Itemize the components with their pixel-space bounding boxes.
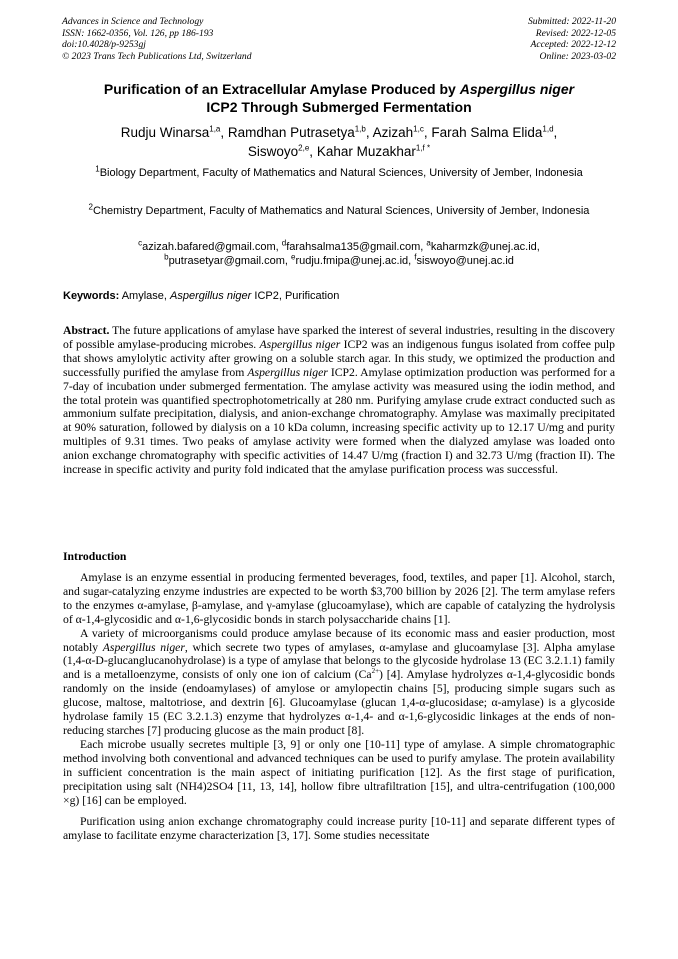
email-a[interactable]: kaharmzk@unej.ac.id	[430, 241, 537, 253]
email-e[interactable]: rudju.fmipa@unej.ac.id	[295, 255, 409, 267]
journal-name: Advances in Science and Technology	[62, 16, 204, 27]
journal-copyright: © 2023 Trans Tech Publications Ltd, Switzerland	[62, 50, 252, 62]
introduction-body	[63, 571, 615, 843]
email-d[interactable]: farahsalma135@gmail.com	[286, 241, 421, 253]
affiliation-1: $^1$Biology Department, Faculty of Mathematics and Natural Sciences, University of Jember, Indonesia	[95, 164, 583, 179]
title-text: Purification of an Extracellular Amylase Produced by	[103, 81, 460, 97]
author: Siswoyo$^{2,e}$,	[247, 143, 317, 159]
dates-header	[528, 16, 616, 62]
paragraph: Purification using anion exchange chromatography could increase purity [10-11] and separate different types of amylase to facilitate enzyme characterization [3, 17]. Some studies necessitate	[63, 815, 615, 843]
author: Ramdhan Putrasetya$^{1,b}$,	[227, 124, 373, 140]
email-f[interactable]: siswoyo@unej.ac.id	[416, 255, 514, 267]
email-c[interactable]: azizah.bafared@gmail.com	[142, 241, 276, 253]
author: Farah Salma Elida$^{1,d}$,	[431, 124, 558, 140]
section-heading-introduction: Introduction	[63, 550, 127, 563]
abstract: Abstract. The future applications of amylase have sparked the interest of several industries, resulting in the discovery of possible amylase-producing microbes. Aspergillus niger ICP2 was an indigenous fungus isolated from coffee pulp that shows amylolytic activity after growing on a soluble starch agar. In this study, we optimized the production and successfully purified the amylase from Aspergillus niger ICP2. Amylase optimization production was performed for a 7-day of incubation under submerged fermentation. The amylase activity was measured using the iodin method, and the total protein was quantified spectrophotometrically at 280 nm. Purifying amylase crude extract conducted such as ammonium sulfate precipitation, dialysis, and anion-exchange chromatography. Amylase was maximally precipitated at 90% saturation, followed by dialysis on a 10 kDa column, increasing specific activity up to 12.17 U/mg and purity multiples of 9.31 times. Two peaks of amylase activity were formed when the dialyzed amylase was loaded onto anion exchange chromatography with specific activities of 14.47 U/mg (fraction I) and 32.73 U/mg (fraction II). The increase in specific activity and purity fold indicated that the amylase purification process was successful.	[63, 324, 616, 477]
journal-issn: ISSN: 1662-0356, Vol. 126, pp 186-193	[62, 27, 214, 39]
author: Rudju Winarsa$^{1,a}$,	[120, 124, 228, 140]
title-species: Aspergillus niger	[459, 81, 575, 97]
journal-header	[62, 16, 252, 62]
paragraph: Each microbe usually secretes multiple [3, 9] or only one [10-11] type of amylase. A simple chromatographic method involving both conventional and advanced techniques can be used to purify amylase. The protein availability in sufficient concentration is the main aspect of initiating purification [12]. As the first stage of purification, precipitation using salt (NH4)2SO4 [11, 13, 14], hollow fibre ultrafiltration [15], and ultra-centrifugation (100,000 ×g) [16] can be employed.	[63, 737, 615, 807]
date-online: Online: 2023-03-02	[539, 50, 616, 62]
journal-doi: doi:10.4028/p-9253gj	[62, 39, 146, 50]
affiliation-2: $^2$Chemistry Department, Faculty of Mathematics and Natural Sciences, University of Jember, Indonesia	[88, 202, 590, 217]
keywords: Keywords: Amylase, Aspergillus niger ICP2, Purification	[63, 290, 340, 302]
paragraph: A variety of microorganisms could produce amylase because of its economic mass and easier production, most notably Aspergillus niger, which secrete two types of amylases, α-amylase and glucoamylase [3]. Alpha amylase (1,4-α-D-glucanglucanohydrolase) is a type of amylase that belongs to the glycoside hydrolase 13 (EC 3.2.1.1) family and is a metalloenzyme, consists of only one ion of calcium $(Ca^{2+})$ [4]. Amylase hydrolyzes α-1,4-glycosidic bonds randomly on the inside (endoamylases) of amylose or amylopectin chains [5], producing simple sugars such as glucose, maltose, maltotriose, and dextrin [6]. Glucoamylase (glucan 1,4-α-glucosidase; α-amylase) is a glycoside hydrolase family 15 (EC 3.2.1.3) enzyme that hydrolyzes α-1,4- and α-1,6-glycosidic linkages at the ends of non-reducing starches [7] producing glucose as the main product [8].	[63, 626, 615, 737]
author: Azizah$^{1,c}$,	[372, 124, 432, 140]
abstract-label: Abstract.	[63, 324, 110, 337]
date-revised: Revised: 2022-12-05	[535, 27, 616, 39]
email-b[interactable]: putrasetyar@gmail.com	[168, 255, 285, 267]
keywords-label: Keywords:	[63, 290, 120, 302]
date-accepted: Accepted: 2022-12-12	[530, 39, 616, 50]
title-text-end: ICP2 Through Submerged Fermentation	[206, 99, 472, 115]
author-list	[40, 123, 638, 161]
email-list: $^c$azizah.bafared@gmail.com, $^d$farahsalma135@gmail.com, $^a$kaharmzk@unej.ac.id, $^b$putrasetyar@gmail.com, $^e$rudju.fmipa@unej.ac.id, $^f$siswoyo@unej.ac.id	[138, 238, 540, 267]
author: Kahar Muzakhar$^{1,f *}$	[316, 143, 431, 159]
paragraph: Amylase is an enzyme essential in producing fermented beverages, food, textiles, and paper [1]. Alcohol, starch, and sugar-catalyzing enzyme industries are expected to be worth $3,700 billion by 2026 [2]. The term amylase refers to the enzymes α-amylase, β-amylase, and γ-amylase (glucoamylase), which are capable of catalyzing the hydrolysis of α-1,4-glycosidic and α-1,6-glycosidic bonds in starch polysaccharide chains [1].	[63, 571, 615, 626]
date-submitted: Submitted: 2022-11-20	[527, 16, 616, 27]
paper-title	[40, 80, 638, 116]
